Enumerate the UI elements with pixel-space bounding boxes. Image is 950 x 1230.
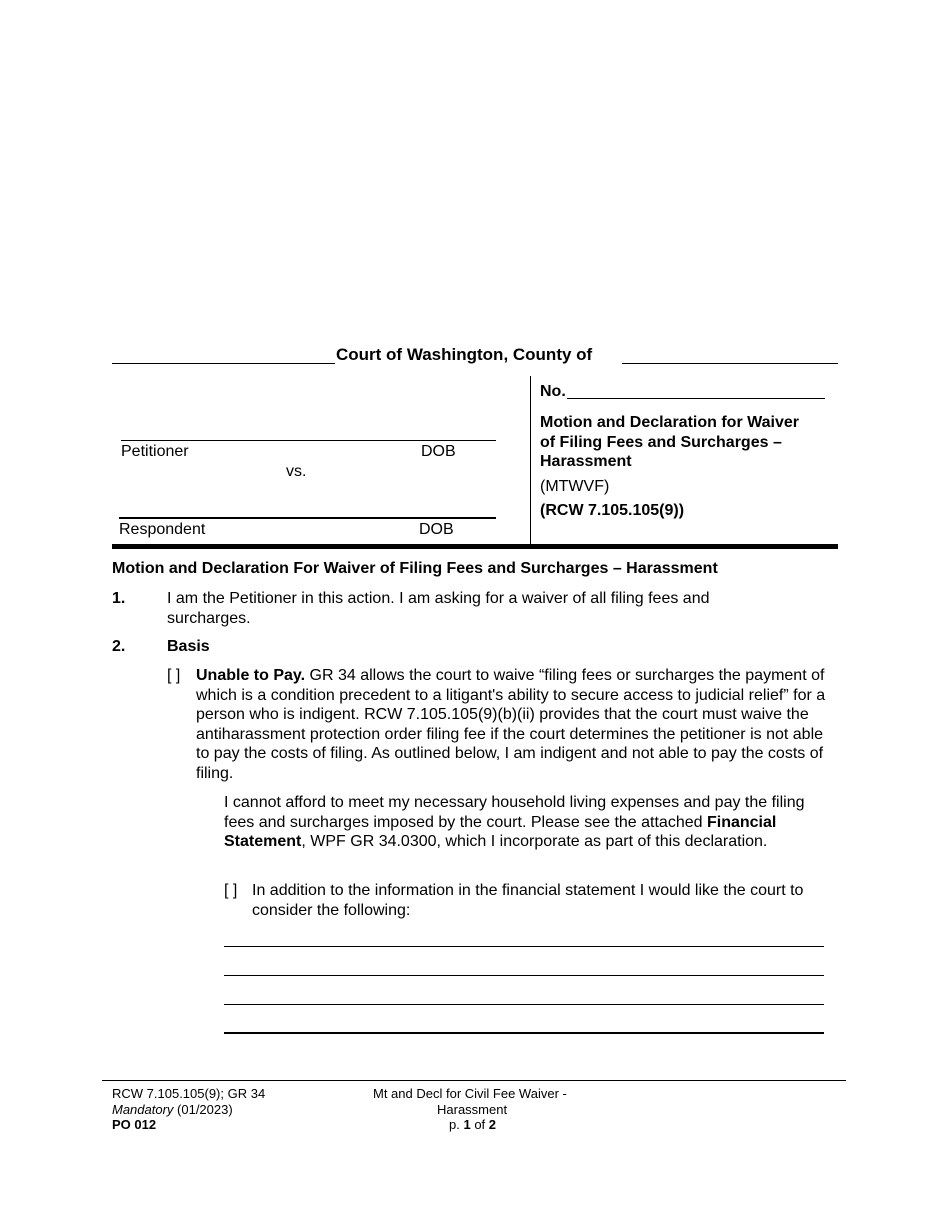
case-number-label: No. bbox=[540, 383, 566, 400]
footer-form-name-line1: Mt and Decl for Civil Fee Waiver - bbox=[373, 1086, 567, 1101]
form-title-line3: Harassment bbox=[540, 453, 632, 470]
item1-number: 1. bbox=[112, 590, 126, 607]
afford-text-b: , WPF GR 34.0300, which I incorporate as part of this declaration. bbox=[301, 833, 768, 850]
additional-info-checkbox[interactable]: [ ] bbox=[224, 882, 238, 899]
footer-mandatory-label: Mandatory bbox=[112, 1102, 174, 1117]
respondent-name-line[interactable] bbox=[119, 517, 496, 519]
write-in-line-4[interactable] bbox=[224, 1032, 824, 1034]
footer-form-number: PO 012 bbox=[112, 1117, 157, 1132]
court-title: Court of Washington, County of bbox=[336, 345, 593, 364]
vs-label: vs. bbox=[286, 463, 307, 480]
page-of: of bbox=[470, 1117, 489, 1132]
petitioner-dob-label: DOB bbox=[421, 443, 456, 460]
unable-to-pay-label: Unable to Pay. bbox=[196, 667, 306, 684]
item2-title: Basis bbox=[167, 638, 210, 655]
write-in-line-3[interactable] bbox=[224, 1004, 824, 1005]
respondent-dob-label: DOB bbox=[419, 521, 454, 538]
page-prefix: p. bbox=[449, 1117, 464, 1132]
form-statute: (RCW 7.105.105(9)) bbox=[540, 502, 685, 519]
form-title-line1: Motion and Declaration for Waiver bbox=[540, 414, 799, 431]
unable-to-pay-text: GR 34 allows the court to waive “filing fees or surcharges the payment of which is a condition precedent to a litigant's ability to secure access to judicial relief” for a person who is indigent. RCW 7.105.105(9)(b)(ii) provides that the court must waive the antiharassment protection order filing fee if the court determines the petitioner is not able to pay the costs of filing. As outlined below, I am indigent and not able to pay the costs of filing. bbox=[196, 667, 826, 782]
afford-text-a: I cannot afford to meet my necessary household living expenses and pay the filing fees and surcharges imposed by the court. Please see the attached bbox=[224, 794, 805, 831]
respondent-label: Respondent bbox=[119, 521, 206, 538]
write-in-line-1[interactable] bbox=[224, 946, 824, 947]
item1-text: I am the Petitioner in this action. I am asking for a waiver of all filing fees and surcharges. bbox=[167, 590, 710, 627]
footer-statute: RCW 7.105.105(9); GR 34 bbox=[112, 1086, 266, 1101]
item2-number: 2. bbox=[112, 638, 126, 655]
county-blank-line[interactable] bbox=[112, 363, 335, 364]
footer-form-name-line2: Harassment bbox=[437, 1102, 508, 1117]
write-in-line-2[interactable] bbox=[224, 975, 824, 976]
form-title-line2: of Filing Fees and Surcharges – bbox=[540, 434, 782, 451]
footer-rule bbox=[102, 1080, 846, 1081]
body-heading: Motion and Declaration For Waiver of Filing Fees and Surcharges – Harassment bbox=[112, 560, 718, 577]
page-total: 2 bbox=[488, 1117, 497, 1132]
footer-mandatory bbox=[112, 1102, 233, 1118]
page-current: 1 bbox=[463, 1117, 471, 1132]
case-number-line[interactable] bbox=[567, 398, 825, 399]
additional-info-text: In addition to the information in the financial statement I would like the court to consider the following: bbox=[252, 882, 804, 919]
form-abbreviation: (MTWVF) bbox=[540, 478, 610, 495]
caption-bottom-rule bbox=[112, 544, 838, 549]
footer-date: (01/2023) bbox=[173, 1102, 233, 1117]
footer-page-number bbox=[449, 1117, 496, 1133]
petitioner-name-line[interactable] bbox=[121, 440, 496, 441]
unable-to-pay-checkbox[interactable]: [ ] bbox=[167, 667, 181, 684]
financial-statement-label: Financial Statement bbox=[224, 813, 777, 850]
petitioner-label: Petitioner bbox=[121, 443, 189, 460]
caption-divider bbox=[530, 376, 531, 545]
county-name-line[interactable] bbox=[622, 363, 838, 364]
afford-paragraph bbox=[224, 793, 814, 852]
unable-to-pay-paragraph bbox=[196, 666, 840, 783]
